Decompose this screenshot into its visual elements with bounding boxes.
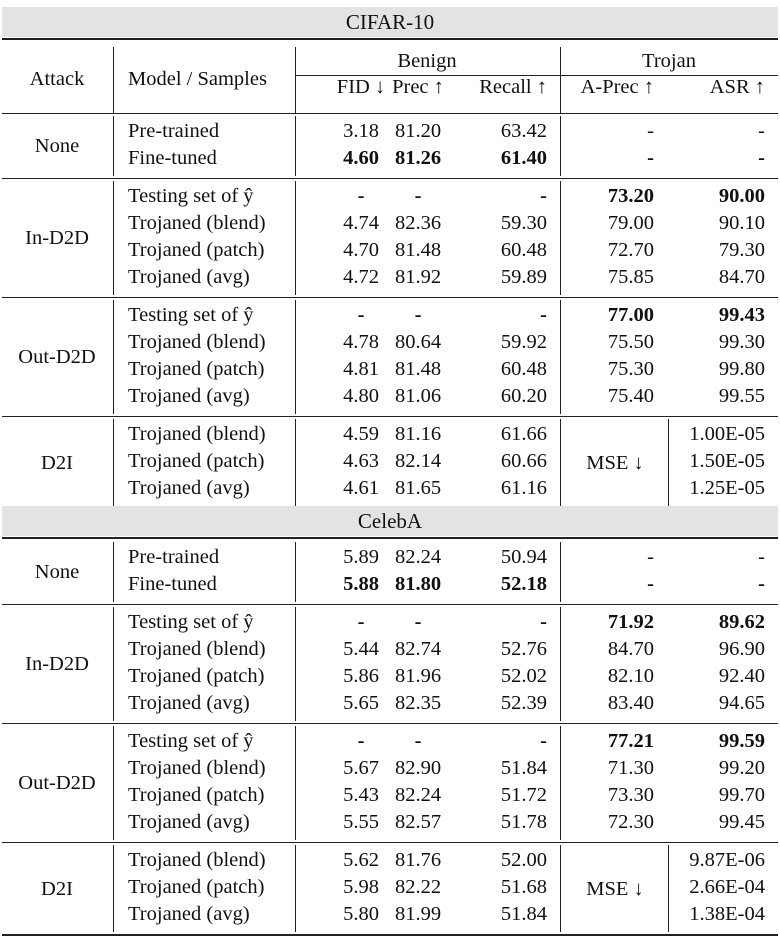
mse-cell: 1.25E-05 [689,477,765,499]
prec-cell: 81.65 [394,477,442,499]
recall-cell: 52.76 [500,638,547,660]
prec-cell: 82.57 [394,811,442,833]
aprec-cell: - [647,546,654,568]
asr-cell: 90.10 [718,212,765,234]
column-divider [113,845,114,932]
mse-cell: 2.66E-04 [689,876,765,898]
group-rule [2,842,778,843]
asr-cell: 79.30 [718,239,765,261]
recall-cell: - [540,730,547,752]
model-cell: Trojaned (patch) [128,358,265,380]
column-divider [295,116,296,176]
header-trojan: Trojan [642,50,696,72]
attack-label: None [34,135,80,157]
asr-cell: 92.40 [718,665,765,687]
header-benign: Benign [397,50,457,72]
aprec-cell: 79.00 [607,212,654,234]
column-divider [295,845,296,932]
prec-cell: 82.24 [394,784,442,806]
recall-cell: 60.20 [500,385,547,407]
recall-cell: 51.78 [500,811,547,833]
recall-cell: 51.84 [500,903,547,925]
section-title: CIFAR-10 [2,7,778,37]
fid-cell: - [357,185,365,207]
column-divider [295,419,296,506]
column-divider [113,181,114,295]
model-cell: Trojaned (avg) [128,692,250,714]
model-cell: Trojaned (blend) [128,331,266,353]
recall-cell: 52.02 [500,665,547,687]
column-divider [295,47,296,113]
model-cell: Testing set of ŷ [128,730,254,752]
asr-cell: 99.55 [718,385,765,407]
column-divider [295,300,296,414]
column-divider [113,542,114,602]
prec-cell: - [414,304,422,326]
aprec-cell: 77.00 [607,304,654,326]
column-divider [560,845,561,932]
model-cell: Trojaned (avg) [128,903,250,925]
prec-cell: 81.26 [394,147,442,169]
column-divider [668,419,669,506]
bottom-rule [2,934,778,936]
prec-cell: 82.36 [394,212,442,234]
fid-cell: 5.67 [343,757,379,779]
asr-cell: - [758,120,765,142]
recall-cell: 60.66 [500,450,547,472]
group-rule [2,416,778,417]
prec-cell: 81.92 [394,266,442,288]
header-rule [2,113,778,114]
fid-cell: 4.60 [343,147,379,169]
recall-cell: - [540,185,547,207]
model-cell: Fine-tuned [128,573,217,595]
asr-cell: 94.65 [718,692,765,714]
aprec-cell: - [647,147,654,169]
header-fid: FID ↓ [336,76,386,98]
asr-cell: - [758,573,765,595]
attack-label: D2I [41,877,73,900]
column-divider [560,419,561,506]
prec-cell: 81.76 [394,849,442,871]
fid-cell: - [357,611,365,633]
model-cell: Trojaned (avg) [128,266,250,288]
aprec-cell: - [647,573,654,595]
asr-cell: 99.20 [718,757,765,779]
model-cell: Trojaned (avg) [128,811,250,833]
column-divider [113,607,114,721]
aprec-cell: 75.50 [607,331,654,353]
recall-cell: 52.39 [500,692,547,714]
recall-cell: 60.48 [500,239,547,261]
prec-cell: - [414,185,422,207]
fid-cell: 5.44 [343,638,379,660]
model-cell: Trojaned (blend) [128,849,266,871]
fid-cell: 5.80 [343,903,379,925]
section-title: CelebA [2,506,778,536]
prec-cell: 82.22 [394,876,442,898]
recall-cell: 50.94 [500,546,547,568]
asr-cell: 99.59 [718,730,765,752]
model-cell: Trojaned (avg) [128,385,250,407]
recall-cell: 51.68 [500,876,547,898]
mse-cell: 1.50E-05 [689,450,765,472]
aprec-cell: 84.70 [607,638,654,660]
prec-cell: 81.80 [394,573,442,595]
column-divider [113,300,114,414]
aprec-cell: 73.30 [607,784,654,806]
prec-cell: 80.64 [394,331,442,353]
mse-label: MSE ↓ [586,451,644,474]
model-cell: Trojaned (blend) [128,638,266,660]
mse-cell: 1.00E-05 [689,423,765,445]
fid-cell: - [357,730,365,752]
group-rule [2,297,778,298]
fid-cell: 3.18 [343,120,379,142]
model-cell: Trojaned (blend) [128,757,266,779]
column-divider [295,726,296,840]
mse-cell: 1.38E-04 [689,903,765,925]
aprec-cell: 83.40 [607,692,654,714]
fid-cell: 4.81 [343,358,379,380]
aprec-cell: 72.30 [607,811,654,833]
header-prec: Prec ↑ [392,76,444,98]
recall-cell: 59.89 [500,266,547,288]
fid-cell: 5.62 [343,849,379,871]
model-cell: Trojaned (patch) [128,239,265,261]
fid-cell: 4.74 [343,212,379,234]
fid-cell: - [357,304,365,326]
asr-cell: 99.43 [718,304,765,326]
fid-cell: 5.89 [343,546,379,568]
fid-cell: 5.55 [343,811,379,833]
header-aprec: A-Prec ↑ [580,76,654,98]
prec-cell: 82.14 [394,450,442,472]
mse-cell: 9.87E-06 [689,849,765,871]
attack-label: In-D2D [25,653,89,675]
column-divider [295,542,296,602]
model-cell: Trojaned (blend) [128,212,266,234]
recall-cell: 59.92 [500,331,547,353]
model-cell: Trojaned (patch) [128,450,265,472]
fid-cell: 5.65 [343,692,379,714]
fid-cell: 5.98 [343,876,379,898]
column-divider [113,726,114,840]
asr-cell: - [758,546,765,568]
asr-cell: 99.70 [718,784,765,806]
attack-label: In-D2D [25,227,89,249]
model-cell: Pre-trained [128,120,220,142]
section-rule [2,537,778,539]
recall-cell: 51.84 [500,757,547,779]
prec-cell: 82.90 [394,757,442,779]
fid-cell: 5.88 [343,573,379,595]
fid-cell: 4.70 [343,239,379,261]
attack-label: None [34,561,80,583]
group-rule [2,604,778,605]
aprec-cell: 72.70 [607,239,654,261]
column-divider [560,47,561,113]
column-divider [560,300,561,414]
model-cell: Trojaned (blend) [128,423,266,445]
prec-cell: - [414,611,422,633]
asr-cell: 99.45 [718,811,765,833]
header-model: Model / Samples [128,68,267,90]
prec-cell: 81.48 [394,358,442,380]
aprec-cell: - [647,120,654,142]
model-cell: Testing set of ŷ [128,185,254,207]
prec-cell: 82.74 [394,638,442,660]
asr-cell: 99.80 [718,358,765,380]
recall-cell: 60.48 [500,358,547,380]
asr-cell: 99.30 [718,331,765,353]
model-cell: Trojaned (avg) [128,477,250,499]
column-divider [560,116,561,176]
fid-cell: 4.78 [343,331,379,353]
attack-label: Out-D2D [18,772,96,794]
recall-cell: 52.18 [500,573,547,595]
column-divider [113,47,114,113]
recall-cell: 52.00 [500,849,547,871]
column-divider [668,845,669,932]
fid-cell: 4.59 [343,423,379,445]
model-cell: Testing set of ŷ [128,304,254,326]
asr-cell: 90.00 [718,185,765,207]
column-divider [295,181,296,295]
prec-cell: - [414,730,422,752]
column-divider [560,607,561,721]
aprec-cell: 75.40 [607,385,654,407]
aprec-cell: 82.10 [607,665,654,687]
prec-cell: 81.96 [394,665,442,687]
recall-cell: - [540,611,547,633]
prec-cell: 81.20 [394,120,442,142]
fid-cell: 5.43 [343,784,379,806]
model-cell: Trojaned (patch) [128,876,265,898]
asr-cell: 84.70 [718,266,765,288]
group-rule [2,178,778,179]
recall-cell: 63.42 [500,120,547,142]
header-recall: Recall ↑ [479,76,547,98]
aprec-cell: 75.30 [607,358,654,380]
fid-cell: 4.72 [343,266,379,288]
header-attack: Attack [29,68,85,90]
aprec-cell: 77.21 [607,730,654,752]
aprec-cell: 75.85 [607,266,654,288]
prec-cell: 81.06 [394,385,442,407]
asr-cell: 89.62 [718,611,765,633]
prec-cell: 81.99 [394,903,442,925]
recall-cell: 61.40 [500,147,547,169]
recall-cell: - [540,304,547,326]
group-rule [2,723,778,724]
prec-cell: 82.24 [394,546,442,568]
aprec-cell: 73.20 [607,185,654,207]
fid-cell: 4.80 [343,385,379,407]
recall-cell: 59.30 [500,212,547,234]
fid-cell: 4.61 [343,477,379,499]
fid-cell: 4.63 [343,450,379,472]
mse-label: MSE ↓ [586,877,644,900]
column-divider [113,116,114,176]
prec-cell: 81.16 [394,423,442,445]
attack-label: Out-D2D [18,346,96,368]
recall-cell: 51.72 [500,784,547,806]
prec-cell: 81.48 [394,239,442,261]
recall-cell: 61.16 [500,477,547,499]
aprec-cell: 71.30 [607,757,654,779]
model-cell: Pre-trained [128,546,220,568]
column-divider [113,419,114,506]
model-cell: Testing set of ŷ [128,611,254,633]
attack-label: D2I [41,451,73,474]
model-cell: Trojaned (patch) [128,784,265,806]
model-cell: Fine-tuned [128,147,217,169]
asr-cell: 96.90 [718,638,765,660]
aprec-cell: 71.92 [607,611,654,633]
column-divider [560,726,561,840]
recall-cell: 61.66 [500,423,547,445]
column-divider [295,607,296,721]
prec-cell: 82.35 [394,692,442,714]
column-divider [560,542,561,602]
header-asr: ASR ↑ [709,76,765,98]
top-rule [2,38,778,40]
asr-cell: - [758,147,765,169]
fid-cell: 5.86 [343,665,379,687]
model-cell: Trojaned (patch) [128,665,265,687]
column-divider [560,181,561,295]
